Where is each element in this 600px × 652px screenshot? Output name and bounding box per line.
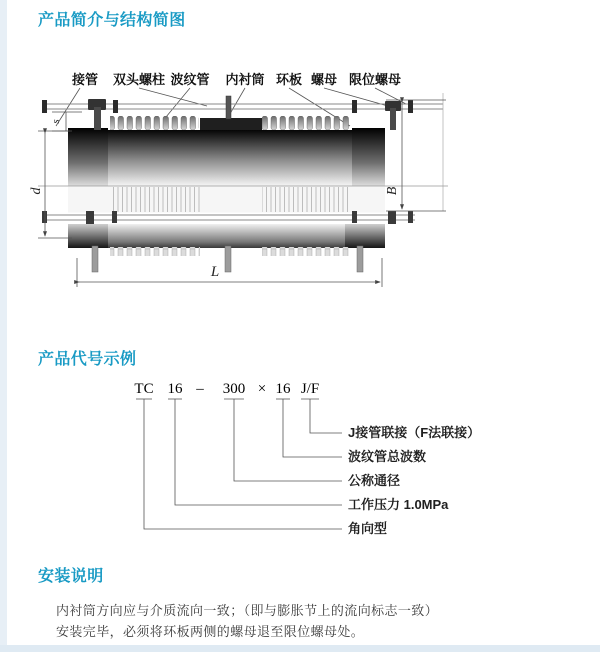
- part-label-jieguan: 接管: [71, 72, 99, 87]
- bellows-body-lower: [42, 187, 415, 273]
- page-bottom-edge: [0, 645, 600, 652]
- code-token-300: 300: [222, 381, 246, 397]
- inner-liner-band: [200, 118, 262, 130]
- code-token-16b: 16: [275, 381, 291, 397]
- studs-nuts-bottom: [42, 211, 413, 224]
- code-token-dash: –: [196, 381, 204, 397]
- code-callout-diameter: 公称通径: [348, 473, 401, 488]
- install-line-2: 安装完毕，必须将环板两侧的螺母退至限位螺母处。: [56, 624, 365, 639]
- part-label-huanban: 环板: [275, 72, 303, 87]
- code-token-jf: J/F: [300, 381, 320, 397]
- bellows-ribs-right: [262, 116, 349, 130]
- code-callout-connection: J接管联接（F法联接）: [348, 425, 481, 440]
- dim-label-d: d: [29, 187, 44, 195]
- code-callout-lines: [136, 399, 342, 529]
- install-line-1: 内衬筒方向应与介质流向一致；（即与膨胀节上的流向标志一致）: [56, 603, 439, 618]
- section-title-code: 产品代号示例: [38, 351, 137, 368]
- code-token-tc: TC: [134, 381, 154, 397]
- dim-label-b: B: [385, 186, 400, 196]
- part-label-neichentong: 内衬筒: [225, 72, 265, 87]
- section-title-intro: 产品简介与结构简图: [38, 12, 186, 29]
- structure-diagram: [0, 60, 470, 300]
- code-token-times: ×: [257, 381, 267, 397]
- dim-label-l: L: [210, 264, 220, 280]
- part-label-xianweiluomu: 限位螺母: [348, 72, 402, 87]
- code-callout-wave-count: 波纹管总波数: [348, 449, 427, 464]
- dimension-d: [29, 131, 72, 238]
- bellows-ribs-left: [110, 116, 199, 130]
- dim-label-s: s: [50, 119, 62, 124]
- code-callout-type: 角向型: [348, 521, 388, 536]
- center-stud: [226, 96, 231, 119]
- code-token-16a: 16: [167, 381, 183, 397]
- section-title-install: 安装说明: [38, 568, 104, 585]
- code-callout-pressure: 工作压力 1.0MPa: [348, 497, 449, 512]
- product-code-diagram: [0, 376, 600, 546]
- part-label-shuangtouluozhu: 双头螺柱: [112, 72, 166, 87]
- part-label-bowenguan: 波纹管: [170, 72, 210, 87]
- part-label-luomu: 螺母: [310, 72, 338, 87]
